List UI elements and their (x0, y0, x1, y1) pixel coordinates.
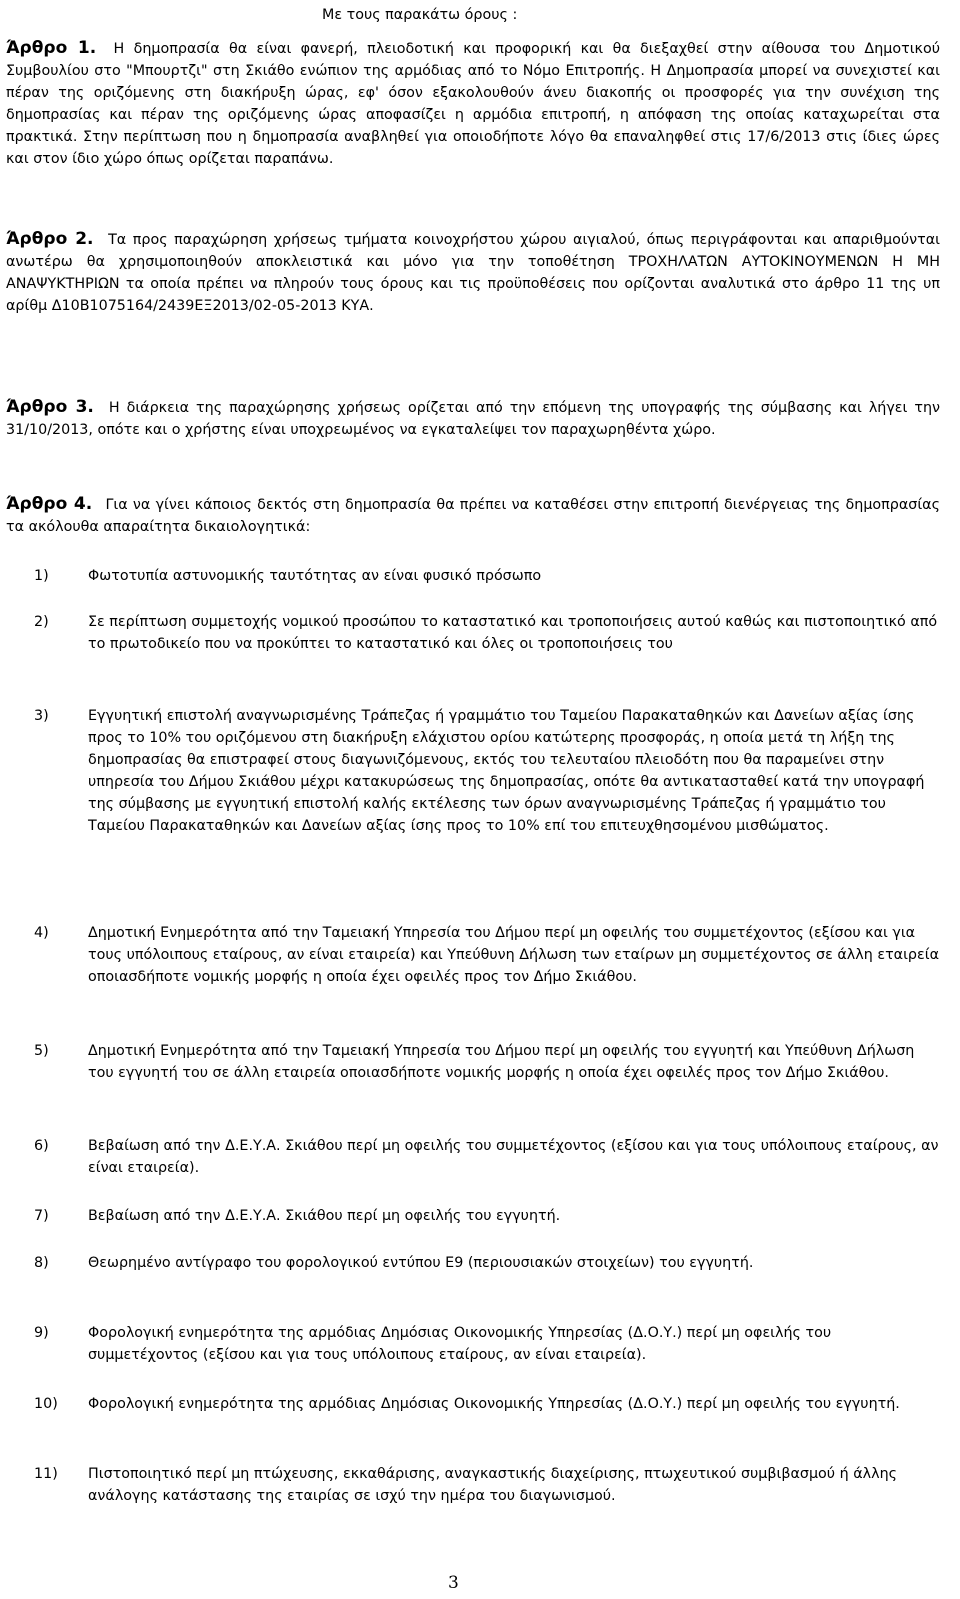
list-item (34, 1322, 940, 1366)
list-item-text: Σε περίπτωση συμμετοχής νομικού προσώπου το καταστατικό και τροποποιήσεις αυτού καθώς και πιστοποιητικό από το πρωτοδικείο που να προκύπτει το καταστατικό και όλες οι τροποποιήσεις του (88, 614, 938, 652)
list-item (34, 1463, 940, 1507)
list-item-text: Θεωρημένο αντίγραφο του φορολογικού εντύπου Ε9 (περιουσιακών στοιχείων) του εγγυητή. (88, 1255, 754, 1271)
list-item-number: 10) (34, 1396, 58, 1412)
article-2-title: Άρθρο 2. (6, 229, 94, 249)
list-item (34, 705, 940, 837)
list-item-text: Βεβαίωση από την Δ.Ε.Υ.Α. Σκιάθου περί μη οφειλής του συμμετέχοντος (εξίσου και για τους υπόλοιπους εταίρους, αν είναι εταιρεία). (88, 1138, 939, 1176)
article-3-text: Η διάρκεια της παραχώρησης χρήσεως ορίζεται από την επόμενη της υπογραφής της σύμβασης και λήγει την 31/10/2013, οπότε και ο χρήστης είναι υποχρεωμένος να εγκαταλείψει τον παραχωρηθέντα χώρο. (6, 400, 940, 438)
article-1-text: Η δημοπρασία θα είναι φανερή, πλειοδοτική και προφορική και θα διεξαχθεί στην αίθουσα του Δημοτικού Συμβουλίου στο "Μπουρτζι" στη Σκιάθο ενώπιον της αρμόδιας από το Νόμο Επιτροπής. Η Δημοπρασία μπορεί να συνεχιστεί και πέραν της οριζόμενης στη διακήρυξη ώρας, εφ' όσον εξακολουθούν άνευ διακοπής οι προσφορές για την συνέχιση της δημοπρασίας και πέραν της οριζόμενης ώρας αποφασίζει η αρμόδια επιτροπή, η απόφαση της οποίας καταχωρείται στα πρακτικά. Στην περίπτωση που η δημοπρασία αναβληθεί για οποιοδήποτε λόγο θα επαναληφθεί στις 17/6/2013 στις ίδιες ώρες και στον ίδιο χώρο όπως ορίζεται παραπάνω. (6, 41, 940, 167)
list-item-number: 9) (34, 1325, 49, 1341)
list-item-number: 11) (34, 1466, 58, 1482)
article-3-title: Άρθρο 3. (6, 397, 94, 417)
list-item-number: 5) (34, 1043, 49, 1059)
list-item (34, 1135, 940, 1179)
list-item (34, 1252, 940, 1274)
list-item-text: Φορολογική ενημερότητα της αρμόδιας Δημόσιας Οικονομικής Υπηρεσίας (Δ.Ο.Υ.) περί μη οφειλής του εγγυητή. (88, 1396, 900, 1412)
list-item-number: 2) (34, 614, 49, 630)
list-item-text: Βεβαίωση από την Δ.Ε.Υ.Α. Σκιάθου περί μη οφειλής του εγγυητή. (88, 1208, 561, 1224)
list-item (34, 1393, 940, 1415)
list-item (34, 611, 940, 655)
list-item-number: 7) (34, 1208, 49, 1224)
list-item-text: Δημοτική Ενημερότητα από την Ταμειακή Υπηρεσία του Δήμου περί μη οφειλής του εγγυητή και Υπεύθυνη Δήλωση του εγγυητή του σε άλλη εταιρεία οποιασδήποτε νομικής μορφής η οποία έχει οφειλές προς τον Δήμο Σκιάθου. (88, 1043, 915, 1081)
list-item-number: 3) (34, 708, 49, 724)
list-item-number: 1) (34, 568, 49, 584)
list-item-text: Φορολογική ενημερότητα της αρμόδιας Δημόσιας Οικονομικής Υπηρεσίας (Δ.Ο.Υ.) περί μη οφειλής του συμμετέχοντος (εξίσου και για τους υπόλοιπους εταίρους, αν είναι εταιρεία). (88, 1325, 832, 1363)
article-4-text: Για να γίνει κάποιος δεκτός στη δημοπρασία θα πρέπει να καταθέσει στην επιτροπή διενέργειας της δημοπρασίας τα ακόλουθα απαραίτητα δικαιολογητικά: (6, 497, 940, 535)
article-2 (6, 228, 940, 317)
intro-text: Με τους παρακάτω όρους : (322, 7, 518, 23)
list-item (34, 922, 940, 988)
page-number: 3 (448, 1573, 459, 1593)
article-4 (6, 493, 940, 538)
list-item (34, 565, 940, 587)
article-3 (6, 396, 940, 441)
article-2-text: Τα προς παραχώρηση χρήσεως τμήματα κοινοχρήστου χώρου αιγιαλού, όπως περιγράφονται και απαριθμούνται ανωτέρω θα χρησιμοποιηθούν αποκλειστικά και μόνο για την τοποθέτηση ΤΡΟΧΗΛΑΤΩΝ ΑΥΤΟΚΙΝΟΥΜΕΝΩΝ Η ΜΗ ΑΝΑΨΥΚΤΗΡΙΩΝ τα οποία πρέπει να πληρούν τους όρους και τις προϋποθέσεις που ορίζονται αναλυτικά στο άρθρο 11 της υπ αρίθμ Δ10Β1075164/2439ΕΞ2013/02-05-2013 ΚΥΑ. (6, 232, 941, 314)
list-item-text: Δημοτική Ενημερότητα από την Ταμειακή Υπηρεσία του Δήμου περί μη οφειλής του συμμετέχοντος (εξίσου και για τους υπόλοιπους εταίρους, αν είναι εταιρεία) και Υπεύθυνη Δήλωση των εταίρων μη συμμετέχοντος σε άλλη εταιρεία οποιασδήποτε νομικής μορφής η οποία έχει οφειλές προς τον Δήμο Σκιάθου. (88, 925, 939, 985)
list-item-text: Φωτοτυπία αστυνομικής ταυτότητας αν είναι φυσικό πρόσωπο (88, 568, 542, 584)
list-item-number: 8) (34, 1255, 49, 1271)
article-1-title: Άρθρο 1. (6, 38, 97, 58)
list-item-text: Πιστοποιητικό περί μη πτώχευσης, εκκαθάρισης, αναγκαστικής διαχείρισης, πτωχευτικού συμβιβασμού ή άλλης ανάλογης κατάστασης της εταιρίας σε ισχύ την ημέρα του διαγωνισμού. (88, 1466, 898, 1504)
list-item-number: 4) (34, 925, 49, 941)
list-item (34, 1205, 940, 1227)
article-4-title: Άρθρο 4. (6, 494, 93, 514)
list-item-text: Εγγυητική επιστολή αναγνωρισμένης Τράπεζας ή γραμμάτιο του Ταμείου Παρακαταθηκών και Δανείων αξίας ίσης προς το 10% του οριζόμενου στη διακήρυξη ελάχιστου ορίου κατώτερης προσφοράς, η οποία μετά τη λήξη της δημοπρασίας θα επιστραφεί στους διαγωνιζόμενους, εκτός του τελευταίου πλειοδότη που θα παραμείνει στην υπηρεσία του Δήμου Σκιάθου μέχρι κατακυρώσεως της δημοπρασίας, οπότε θα αντικατασταθεί κατά την υπογραφή της σύμβασης με εγγυητική επιστολή καλής εκτέλεσης των όρων αναγνωρισμένης Τράπεζας ή γραμμάτιο του Ταμείου Παρακαταθηκών και Δανείων αξίας ίσης προς το 10% επί του επιτευχθησομένου μισθώματος. (88, 708, 925, 834)
list-item-number: 6) (34, 1138, 49, 1154)
list-item (34, 1040, 940, 1084)
article-1 (6, 37, 940, 170)
